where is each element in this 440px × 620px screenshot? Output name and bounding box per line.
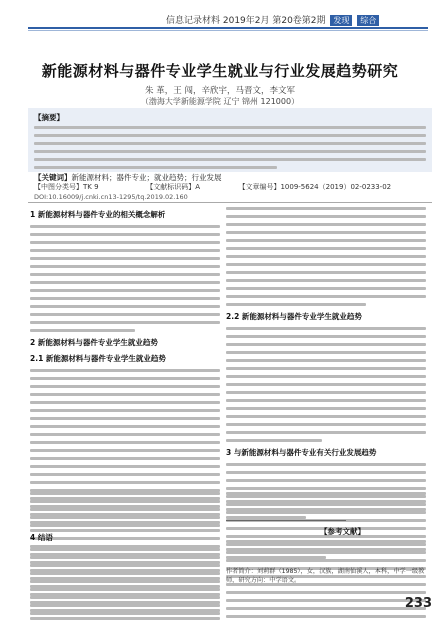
paper-authors: 朱 革，王 闯，辛欣宇，马晋文，李文军 <box>145 86 295 96</box>
doi: DOI:10.16009/j.cnki.cn13-1295/tq.2019.02.160 <box>34 193 188 201</box>
column-tag-comprehensive: 综合 <box>357 15 379 26</box>
article-meta <box>34 182 428 192</box>
section-3-heading: 3 与新能源材料与器件专业有关行业发展趋势 <box>226 448 377 457</box>
references-rule <box>226 520 346 521</box>
meta-rule <box>28 202 432 203</box>
paper-title: 新能源材料与器件专业学生就业与行业发展趋势研究 <box>41 62 399 80</box>
section-2-heading: 2 新能源材料与器件专业学生就业趋势 <box>30 338 158 347</box>
left-column-lower <box>30 492 220 620</box>
section-2-1-heading: 2.1 新能源材料与器件专业学生就业趋势 <box>30 354 166 363</box>
abstract-label: 【摘要】 <box>34 113 64 122</box>
journal-issue: 信息记录材料 2019年2月 第20卷第2期 <box>166 16 326 26</box>
section-1-heading: 1 新能源材料与器件专业的相关概念解析 <box>30 210 166 219</box>
page-number: 233 <box>404 596 432 611</box>
section-4-heading: 4 结语 <box>30 533 53 542</box>
references-heading: 【参考文献】 <box>320 527 365 536</box>
header-rule <box>28 27 428 29</box>
references-list <box>226 540 426 564</box>
clc-number: 【中图分类号】TK 9 <box>34 183 99 191</box>
author-bio: 作者简介：刘莉群（1985），女，汉族，湖南仙溪人，本科，中学一级教师，研究方向：中学语文。 <box>226 568 425 584</box>
journal-info <box>166 13 379 26</box>
keywords-text: 新能源材料；器件专业；就业趋势；行业发展 <box>71 173 222 182</box>
abstract-box <box>28 108 432 172</box>
keywords-label: 【关键词】 <box>34 173 72 182</box>
paper-affiliation: （渤海大学新能源学院 辽宁 锦州 121000） <box>140 97 300 106</box>
header-rule-thin <box>28 30 428 31</box>
document-code: 【文献标识码】A <box>146 183 201 191</box>
column-tag-discovery: 发现 <box>330 15 352 26</box>
article-number: 【文章编号】1009-5624（2019）02-0233-02 <box>238 183 392 191</box>
section-2-2-heading: 2.2 新能源材料与器件专业学生就业趋势 <box>226 312 362 321</box>
journal-header <box>0 8 440 50</box>
